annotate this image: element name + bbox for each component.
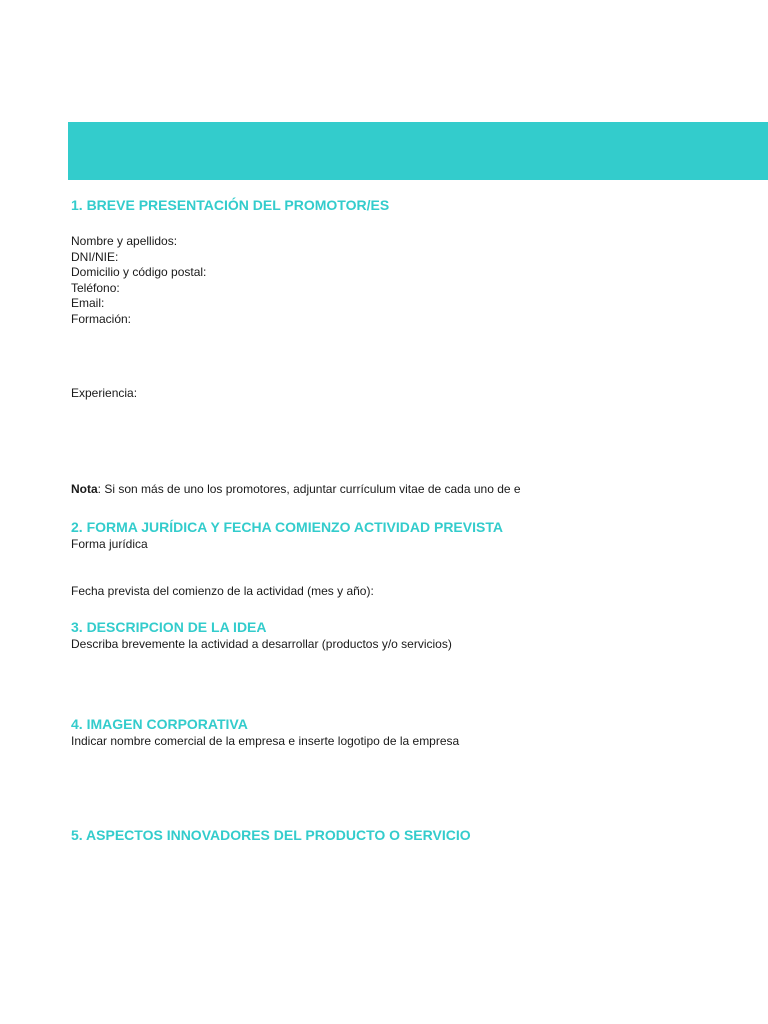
note-line — [71, 482, 521, 498]
field-email: Email: — [71, 296, 105, 310]
field-legal-form: Forma jurídica — [71, 537, 148, 551]
field-training: Formación: — [71, 311, 132, 326]
section-4-text: Indicar nombre comercial de la empresa e inserte logotipo de la empresa — [71, 734, 460, 748]
field-dni: DNI/NIE: — [71, 249, 119, 264]
section-3-heading: 3. DESCRIPCION DE LA IDEA — [71, 619, 267, 635]
field-name: Nombre y apellidos: — [71, 234, 178, 248]
field-experience: Experiencia: — [71, 386, 138, 400]
section-3-text: Describa brevemente la actividad a desarrollar (productos y/o servicios) — [71, 637, 452, 651]
section-1-heading: 1. BREVE PRESENTACIÓN DEL PROMOTOR/ES — [71, 197, 390, 213]
note-label: Nota — [71, 482, 98, 496]
field-phone: Teléfono: — [71, 280, 120, 295]
section-2-heading: 2. FORMA JURÍDICA Y FECHA COMIENZO ACTIVIDAD PREVISTA — [71, 519, 503, 535]
field-start-date: Fecha prevista del comienzo de la actividad (mes y año): — [71, 584, 374, 598]
note-text: : Si son más de uno los promotores, adjuntar currículum vitae de cada uno de e — [97, 482, 521, 496]
field-address: Domicilio y código postal: — [71, 265, 207, 279]
section-4-heading: 4. IMAGEN CORPORATIVA — [71, 716, 248, 732]
header-banner — [68, 122, 768, 180]
section-5-heading: 5. ASPECTOS INNOVADORES DEL PRODUCTO O SERVICIO — [71, 827, 471, 843]
